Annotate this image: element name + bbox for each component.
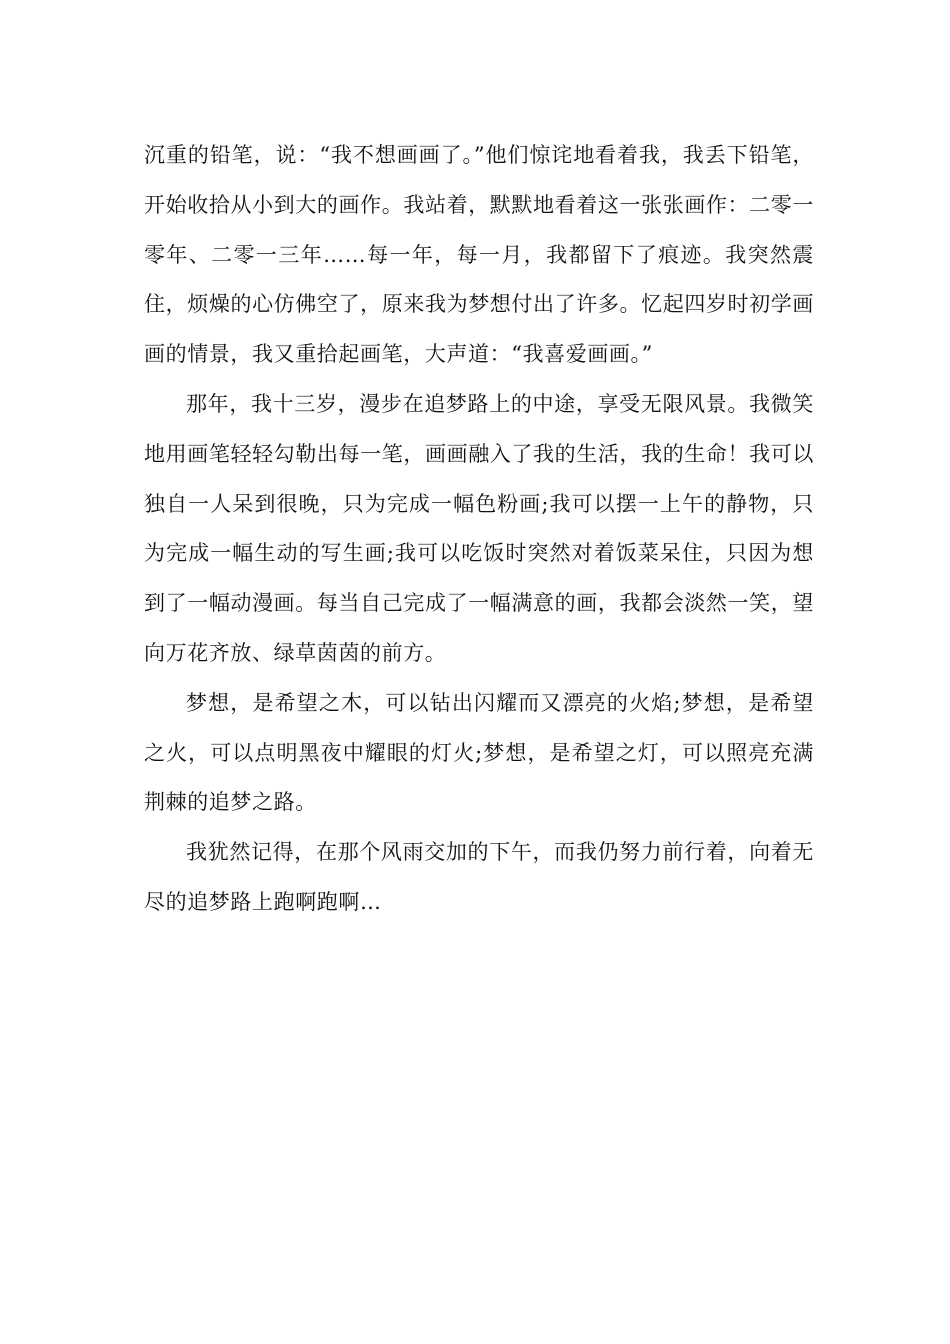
paragraph: 我犹然记得，在那个风雨交加的下午，而我仍努力前行着，向着无尽的追梦路上跑啊跑啊… (144, 840, 814, 914)
paragraph: 梦想，是希望之木，可以钻出闪耀而又漂亮的火焰;梦想，是希望之火，可以点明黑夜中耀眼的灯火;梦想，是希望之灯，可以照亮充满荆棘的追梦之路。 (144, 690, 814, 815)
paragraph: 沉重的铅笔，说：“我不想画画了。”他们惊诧地看着我，我丢下铅笔，开始收拾从小到大的画作。我站着，默默地看着这一张张画作：二零一零年、二零一三年……每一年，每一月，我都留下了痕迹。我突然震住，烦燥的心仿佛空了，原来我为梦想付出了许多。忆起四岁时初学画画的情景，我又重拾起画笔，大声道：“我喜爱画画。” (144, 143, 814, 367)
body-text (144, 131, 814, 928)
paragraph: 那年，我十三岁，漫步在追梦路上的中途，享受无限风景。我微笑地用画笔轻轻勾勒出每一笔，画画融入了我的生活，我的生命！我可以独自一人呆到很晚，只为完成一幅色粉画;我可以摆一上午的静物，只为完成一幅生动的写生画;我可以吃饭时突然对着饭菜呆住，只因为想到了一幅动漫画。每当自己完成了一幅满意的画，我都会淡然一笑，望向万花齐放、绿草茵茵的前方。 (144, 391, 814, 665)
